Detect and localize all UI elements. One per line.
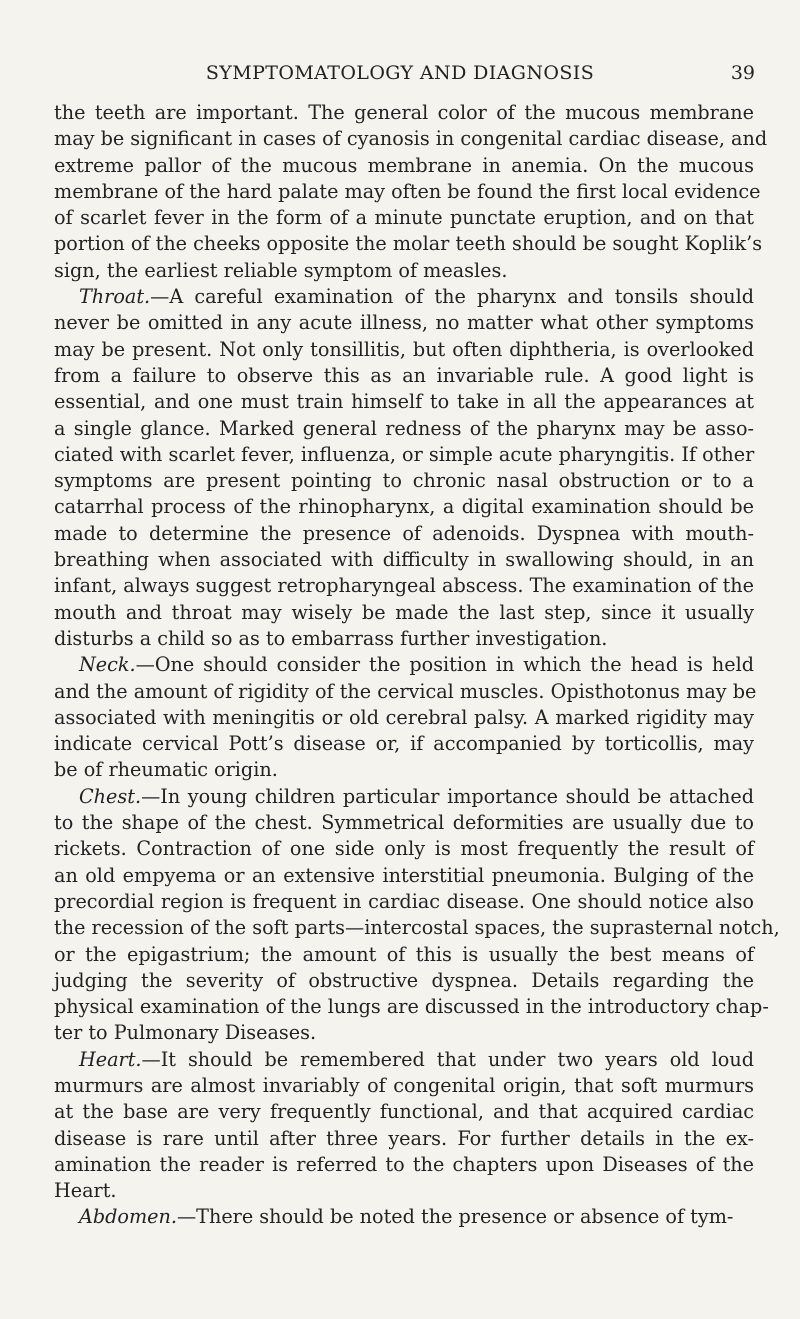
text-line: to the shape of the chest. Symmetrical deformities are usually due to bbox=[54, 811, 754, 835]
text-line: and the amount of rigidity of the cervical muscles. Opisthotonus may be bbox=[54, 679, 757, 703]
text-line: Heart.—It should be remembered that under two years old loud bbox=[79, 1047, 754, 1071]
text-line: essential, and one must train himself to take in all the appearances at bbox=[54, 390, 754, 414]
text-line: the recession of the soft parts—intercostal spaces, the suprasternal notch, bbox=[54, 916, 780, 940]
text-line: Neck.—One should consider the position in which the head is held bbox=[79, 653, 754, 677]
text-line: from a failure to observe this as an invariable rule. A good light is bbox=[54, 363, 754, 387]
text-line: Throat.—A careful examination of the pharynx and tonsils should bbox=[79, 285, 754, 309]
text-line: rickets. Contraction of one side only is most frequently the result of bbox=[54, 837, 754, 861]
text-line: associated with meningitis or old cerebral palsy. A marked rigidity may bbox=[54, 705, 754, 729]
text-line: a single glance. Marked general redness of the pharynx may be asso- bbox=[54, 416, 754, 440]
text-line: disturbs a child so as to embarrass further investigation. bbox=[54, 626, 608, 650]
text-line: symptoms are present pointing to chronic nasal obstruction or to a bbox=[54, 469, 754, 493]
section-heading: Heart. bbox=[79, 1047, 142, 1071]
text-line: ter to Pulmonary Diseases. bbox=[54, 1021, 317, 1045]
text-line: may be significant in cases of cyanosis in congenital cardiac disease, and bbox=[54, 127, 768, 151]
section-heading: Throat. bbox=[79, 285, 151, 309]
text-line: portion of the cheeks opposite the molar teeth should be sought Koplik’s bbox=[54, 232, 763, 256]
page-header bbox=[0, 62, 800, 88]
text-line: breathing when associated with difficulty in swallowing should, in an bbox=[54, 548, 754, 572]
text-line: Heart. bbox=[54, 1179, 117, 1203]
text-line: may be present. Not only tonsillitis, but often diphtheria, is overlooked bbox=[54, 337, 754, 361]
section-heading: Neck. bbox=[79, 653, 136, 677]
section-heading: Chest. bbox=[79, 784, 142, 808]
page-number: 39 bbox=[730, 62, 755, 84]
text-line: extreme pallor of the mucous membrane in anemia. On the mucous bbox=[54, 153, 754, 177]
text-line: mouth and throat may wisely be made the last step, since it usually bbox=[54, 600, 754, 624]
paragraph bbox=[54, 1047, 754, 1205]
text-line: Abdomen.—There should be noted the presence or absence of tym- bbox=[79, 1205, 734, 1229]
text-line: made to determine the presence of adenoids. Dyspnea with mouth- bbox=[54, 521, 754, 545]
paragraph bbox=[54, 284, 754, 652]
paragraph bbox=[54, 1204, 754, 1230]
text-line: an old empyema or an extensive interstitial pneumonia. Bulging of the bbox=[54, 863, 754, 887]
paragraph bbox=[54, 784, 780, 1047]
text-line: ciated with scarlet fever, influenza, or simple acute pharyngitis. If other bbox=[54, 442, 755, 466]
text-line: of scarlet fever in the form of a minute punctate eruption, and on that bbox=[54, 206, 754, 230]
body-text bbox=[54, 100, 780, 1231]
paragraph bbox=[54, 652, 757, 783]
running-head: SYMPTOMATOLOGY AND DIAGNOSIS bbox=[205, 62, 595, 84]
text-line: amination the reader is referred to the chapters upon Diseases of the bbox=[54, 1152, 754, 1176]
text-line: disease is rare until after three years. For further details in the ex- bbox=[54, 1126, 754, 1150]
text-line: catarrhal process of the rhinopharynx, a digital examination should be bbox=[54, 495, 754, 519]
text-line: murmurs are almost invariably of congenital origin, that soft murmurs bbox=[54, 1073, 754, 1097]
text-line: never be omitted in any acute illness, no matter what other symptoms bbox=[54, 311, 754, 335]
text-line: indicate cervical Pott’s disease or, if accompanied by torticollis, may bbox=[54, 732, 754, 756]
text-line: sign, the earliest reliable symptom of measles. bbox=[54, 258, 508, 282]
text-line: or the epigastrium; the amount of this is usually the best means of bbox=[54, 942, 754, 966]
text-line: infant, always suggest retropharyngeal abscess. The examination of the bbox=[54, 574, 754, 598]
text-line: be of rheumatic origin. bbox=[54, 758, 278, 782]
text-line: the teeth are important. The general color of the mucous membrane bbox=[54, 101, 754, 124]
text-line: physical examination of the lungs are discussed in the introductory chap- bbox=[54, 995, 769, 1019]
text-line: at the base are very frequently functional, and that acquired cardiac bbox=[54, 1100, 754, 1124]
paragraph bbox=[54, 100, 768, 284]
text-line: membrane of the hard palate may often be found the first local evidence bbox=[54, 179, 761, 203]
text-line: Chest.—In young children particular importance should be attached bbox=[79, 784, 754, 808]
text-line: judging the severity of obstructive dyspnea. Details regarding the bbox=[54, 968, 754, 992]
section-heading: Abdomen. bbox=[79, 1205, 177, 1229]
text-line: precordial region is frequent in cardiac disease. One should notice also bbox=[54, 889, 754, 913]
